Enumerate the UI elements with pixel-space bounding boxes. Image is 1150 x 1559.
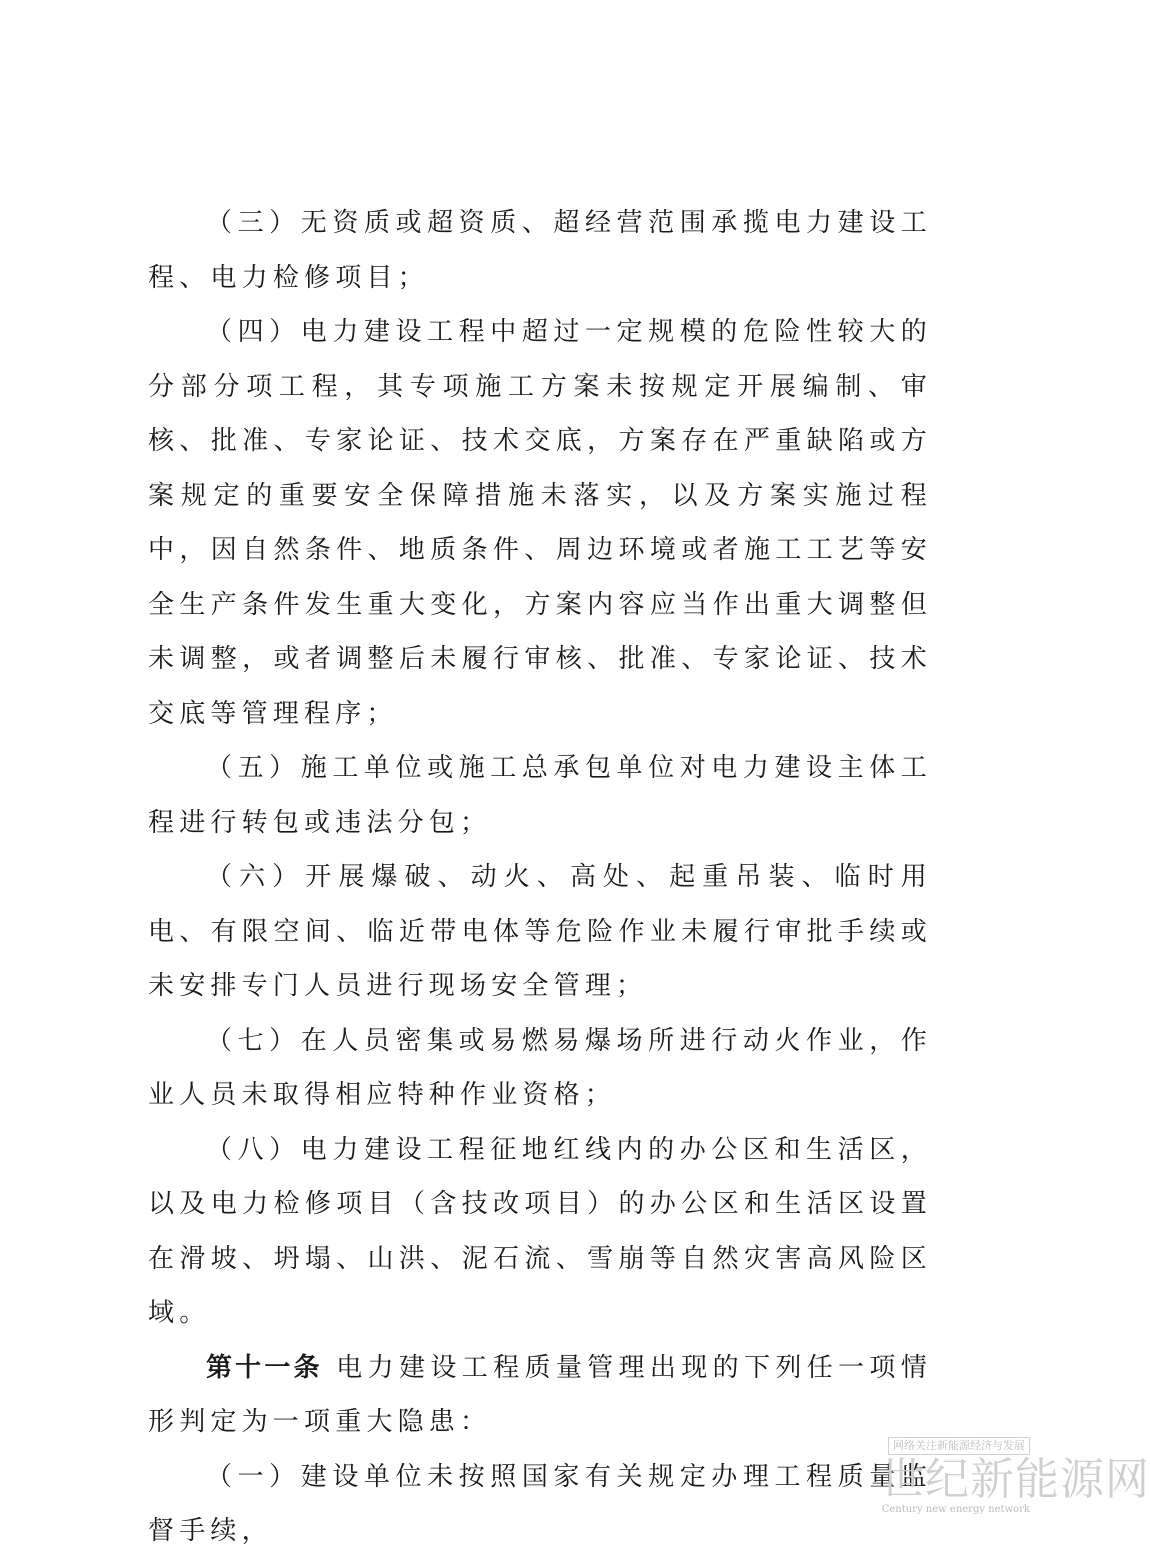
paragraph-item-7: （七）在人员密集或易燃易爆场所进行动火作业，作业人员未取得相应特种作业资格； [148, 1025, 932, 1110]
paragraph-item-5: （五）施工单位或施工总承包单位对电力建设主体工程进行转包或违法分包； [148, 753, 932, 838]
watermark [880, 1434, 1150, 1534]
watermark-english-text: Century new energy network [881, 1504, 1030, 1515]
watermark-logo-text: 世纪新能源网 [880, 1454, 1150, 1505]
paragraph-item-8: （八）电力建设工程征地红线内的办公区和生活区，以及电力检修项目（含技改项目）的办公区和生活区设置在滑坡、坍塌、山洪、泥石流、雪崩等自然灾害高风险区域。 [148, 1134, 932, 1328]
article-paragraph [148, 1341, 932, 1450]
paragraph-item-3: （三）无资质或超资质、超经营范围承揽电力建设工程、电力检修项目； [148, 208, 932, 293]
watermark-slogan: 网络关注新能源经济与发展 [888, 1437, 1030, 1455]
paragraph-item-6: （六）开展爆破、动火、高处、起重吊装、临时用电、有限空间、临近带电体等危险作业未履行审批手续或未安排专门人员进行现场安全管理； [148, 862, 932, 1001]
paragraph-item-4: （四）电力建设工程中超过一定规模的危险性较大的分部分项工程，其专项施工方案未按规定开展编制、审核、批准、专家论证、技术交底，方案存在严重缺陷或方案规定的重要安全保障措施未落实，以及方案实施过程中，因自然条件、地质条件、周边环境或者施工工艺等安全生产条件发生重大变化，方案内容应当作出重大调整但未调整，或者调整后未履行审核、批准、专家论证、技术交底等管理程序； [148, 317, 932, 729]
article-heading: 第十一条 [206, 1352, 323, 1383]
article-text: 电力建设工程质量管理出现的下列任一项情形判定为一项重大隐患： [148, 1352, 932, 1437]
document-body [148, 196, 932, 1559]
paragraph-item-1: （一）建设单位未按照国家有关规定办理工程质量监督手续， [148, 1461, 932, 1546]
